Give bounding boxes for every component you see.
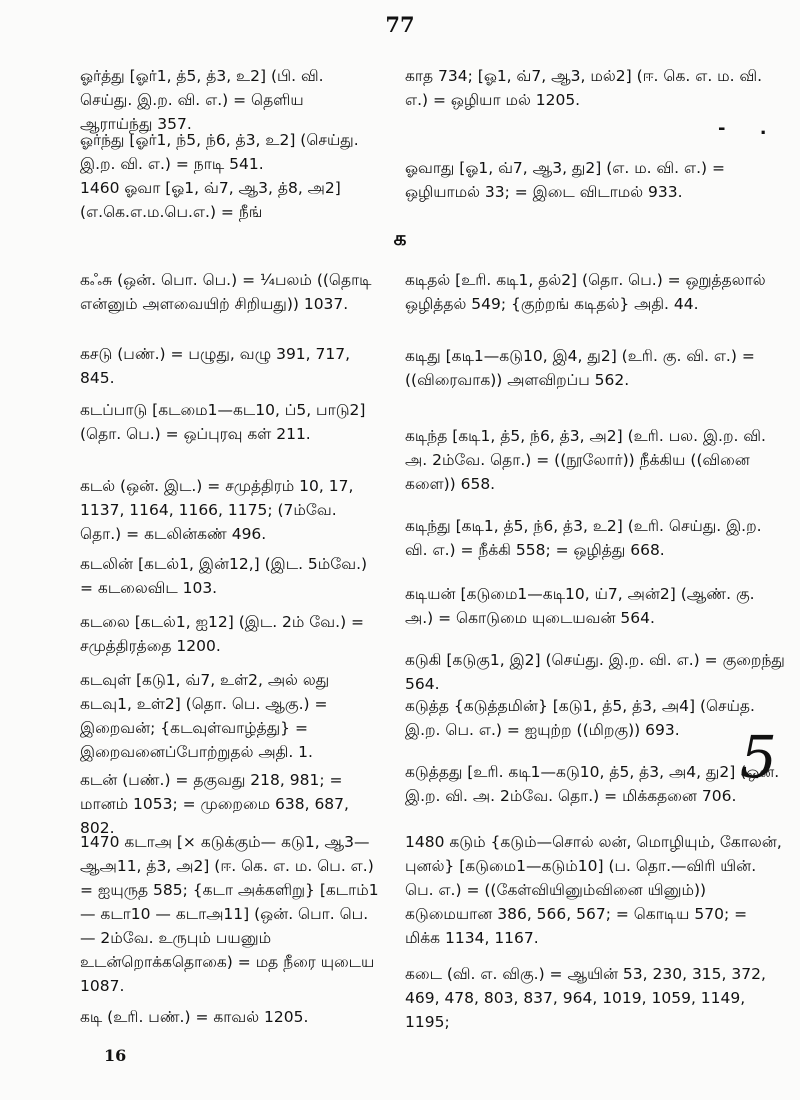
dictionary-entry: கடிந்த [கடி1, த்5, ந்6, த்3, அ2] (உரி. பல. இ.ற. வி. அ. 2ம்வே. தொ.) = ((நூலோர்)) நீக்கிய ((வினை களை)) 658.	[405, 427, 766, 493]
dictionary-entry: கடுத்தது [உரி. கடி1—கடு10, த்5, த்3, அ4, து2] (ஒன். இ.ற. வி. அ. 2ம்வே. தொ.) = மிக்கதனை 706.	[405, 763, 780, 805]
dictionary-entry: கடுகி [கடுகு1, இ2] (செய்து. இ.ற. வி. எ.) = குறைந்து 564.	[405, 651, 785, 693]
dictionary-entry: கடப்பாடு [கடமை1—கட10, ப்5, பாடு2] (தொ. பெ.) = ஒப்புரவு கள் 211.	[80, 401, 366, 443]
footer-number: 16	[104, 1046, 127, 1065]
margin-mark: - .	[718, 118, 781, 139]
dictionary-entry: 1460 ஓவா [ஓ1, வ்7, ஆ3, த்8, அ2] (எ.கெ.எ.ம.பெ.எ.) = நீங்	[80, 179, 341, 221]
handwritten-margin-note: 5	[740, 723, 777, 791]
dictionary-entry: ஓவாது [ஓ1, வ்7, ஆ3, து2] (எ. ம. வி. எ.) = ஒழியாமல் 33; = இடை விடாமல் 933.	[405, 159, 726, 201]
page-number: 77	[385, 12, 415, 37]
dictionary-entry: கடி (உரி. பண்.) = காவல் 1205.	[80, 1008, 309, 1026]
dictionary-entry: கடலின் [கடல்1, இன்12,] (இட. 5ம்வே.) = கடலைவிட 103.	[80, 555, 368, 597]
dictionary-entry: 1480 கடும் {கடும்—சொல் லன், மொழியும், கோலன், புனல்} [கடுமை1—கடும்10] (ப. தொ.—விரி யின். பெ. எ.) = ((கேள்வியினும்வினை யினும்)) கடுமையான 386, 566, 567; = கொடிய 570; = மிக்க 1134, 1167.	[405, 833, 782, 947]
section-heading: க	[393, 226, 407, 250]
dictionary-entry: கடை (வி. எ. விகு.) = ஆயின் 53, 230, 315, 372, 469, 478, 803, 837, 964, 1019, 1059, 1149, 1195;	[405, 965, 766, 1031]
dictionary-entry: கடலை [கடல்1, ஐ12] (இட. 2ம் வே.) = சமுத்திரத்தை 1200.	[80, 613, 365, 655]
dictionary-entry: கடிது [கடி1—கடு10, இ4, து2] (உரி. கு. வி. எ.) = ((விரைவாக)) அளவிறப்ப 562.	[405, 347, 755, 389]
dictionary-entry: கடிதல் [உரி. கடி1, தல்2] (தொ. பெ.) = ஒறுத்தலால் ஒழித்தல் 549; {குற்றங் கடிதல்} அதி. 44.	[405, 271, 766, 313]
dictionary-entry: கஃசு (ஒன். பொ. பெ.) = ¼பலம் ((தொடி என்னும் அளவையிற் சிறியது)) 1037.	[80, 271, 372, 313]
dictionary-entry: கடியன் [கடுமை1—கடி10, ய்7, அன்2] (ஆண். கு. அ.) = கொடுமை யுடையவன் 564.	[405, 585, 755, 627]
dictionary-entry: ஓர்ந்து [ஓர்1, ந்5, ந்6, த்3, உ2] (செய்து. இ.ற. வி. எ.) = நாடி 541.	[80, 131, 359, 173]
dictionary-entry: கடன் (பண்.) = தகுவது 218, 981; = மானம் 1053; = முறைமை 638, 687, 802.	[80, 771, 349, 837]
dictionary-entry: கடிந்து [கடி1, த்5, ந்6, த்3, உ2] (உரி. செய்து. இ.ற. வி. எ.) = நீக்கி 558; = ஒழித்து 668.	[405, 517, 762, 559]
dictionary-entry: கடவுள் [கடு1, வ்7, உள்2, அல் லது கடவு1, உள்2] (தொ. பெ. ஆகு.) = இறைவன்; {கடவுள்வாழ்த்து} = இறைவனைப்போற்றுதல் அதி. 1.	[80, 671, 330, 761]
dictionary-entry: கசடு (பண்.) = பழுது, வழு 391, 717, 845.	[80, 345, 351, 387]
dictionary-entry: கடுத்த {கடுத்தமின்} [கடு1, த்5, த்3, அ4] (செய்த. இ.ற. பெ. எ.) = ஐயுற்ற ((மிறகு)) 693.	[405, 697, 755, 739]
dictionary-entry: ஓர்த்து [ஓர்1, த்5, த்3, உ2] (பி. வி. செய்து. இ.ற. வி. எ.) = தெளிய ஆராய்ந்து 357.	[80, 67, 324, 133]
dictionary-entry: 1470 கடாஅ [× கடுக்கும்— கடு1, ஆ3—ஆஅ11, த்3, அ2] (ஈ. கெ. எ. ம. பெ. எ.) = ஐயுருத 585; {கடா அக்களிறு} [கடாம்1— கடா10 — கடாஅ11] (ஒன். பொ. பெ. — 2ம்வே. உருபும் பயனும் உடன்றொக்கதொகை) = மத நீரை யுடைய 1087.	[80, 833, 379, 995]
dictionary-entry: காத 734; [ஓ1, வ்7, ஆ3, மல்2] (ஈ. கெ. எ. ம. வி. எ.) = ஒழியா மல் 1205.	[405, 67, 763, 109]
dictionary-entry: கடல் (ஒன். இட.) = சமுத்திரம் 10, 17, 1137, 1164, 1166, 1175; (7ம்வே. தொ.) = கடலின்கண் 496.	[80, 477, 354, 543]
